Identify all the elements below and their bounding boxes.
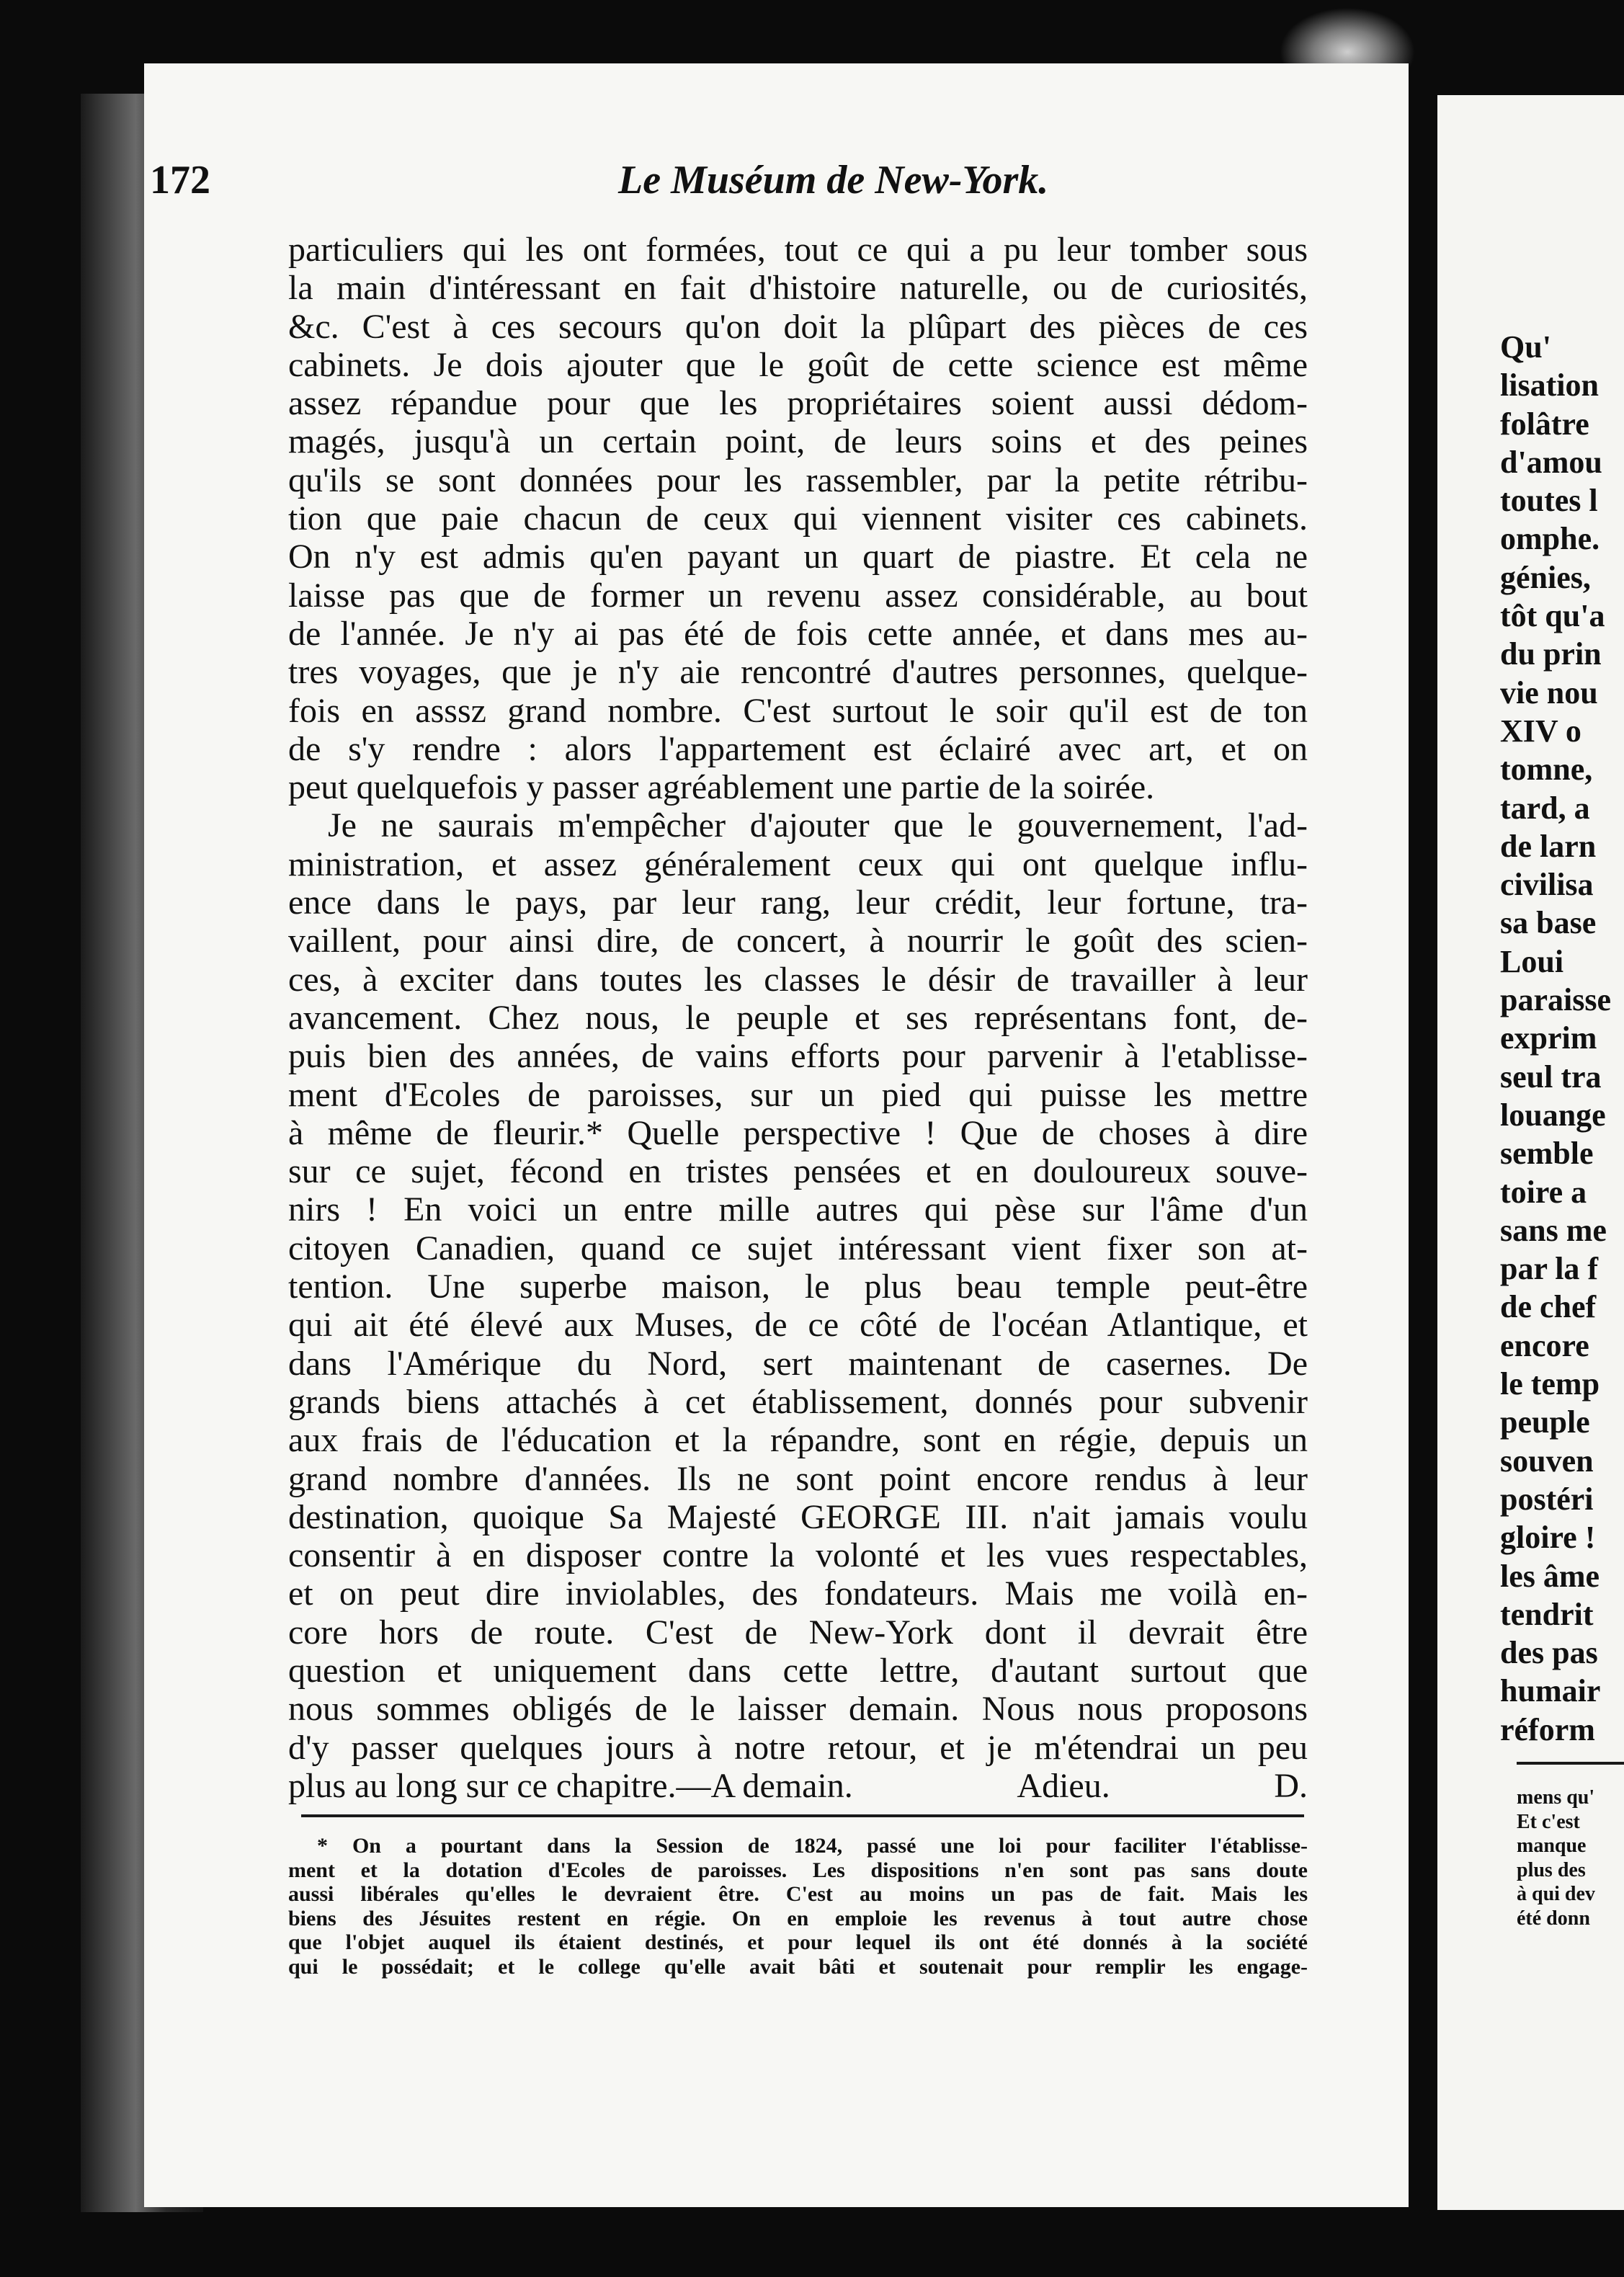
right-text-line: encore [1500,1327,1589,1363]
text-line: grand nombre d'années. Ils ne sont point encore rendus à leur [288,1459,1308,1498]
text-line: ence dans le pays, par leur rang, leur crédit, leur fortune, tra- [288,883,1308,922]
text-line: magés, jusqu'à un certain point, de leurs soins et des peines [288,422,1308,461]
right-footnote-rule [1517,1762,1624,1765]
right-text-line: humair [1500,1673,1601,1709]
text-line: grands biens attachés à cet établissement, donnés pour subvenir [288,1382,1308,1421]
right-footnote-line: été donn [1517,1907,1590,1930]
footnote-line: que l'objet auquel ils étaient destinés, et pour lequel ils ont été donnés à la société [288,1930,1308,1954]
right-text-line: tomne, [1500,752,1593,788]
right-text-line: semble [1500,1136,1594,1172]
right-text-line: tôt qu'a [1500,598,1605,634]
text-line: la main d'intéressant en fait d'histoire naturelle, ou de curiosités, [288,269,1308,308]
right-text-line: du prin [1500,636,1602,672]
right-text-line: folâtre [1500,406,1589,442]
text-line: aux frais de l'éducation et la répandre, sont en régie, depuis un [288,1421,1308,1460]
text-line: fois en asssz grand nombre. C'est surtout le soir qu'il est de ton [288,691,1308,730]
closing-text: plus au long sur ce chapitre.—A demain. [288,1766,853,1805]
closing-line [288,1767,1308,1805]
right-footnote-line: à qui dev [1517,1883,1595,1905]
text-line: laisse pas que de former un revenu assez considérable, au bout [288,576,1308,615]
right-text-line: génies, [1500,559,1591,595]
footnotes [288,1834,1308,1979]
text-line: ministration, et assez généralement ceux qui ont quelque influ- [288,845,1308,883]
page-number: 172 [150,158,210,202]
text-line: assez répandue pour que les propriétaires soient aussi dédom- [288,384,1308,423]
right-text-line: tendrit [1500,1596,1594,1632]
text-line: peut quelquefois y passer agréablement une partie de la soirée. [288,768,1155,807]
right-text-line: d'amou [1500,444,1602,480]
text-line: destination, quoique Sa Majesté GEORGE III. n'ait jamais voulu [288,1497,1308,1536]
text-line: avancement. Chez nous, le peuple et ses représentans font, de- [288,998,1308,1037]
right-text-line: souven [1500,1443,1594,1479]
right-text-line: postéri [1500,1481,1594,1517]
text-line: On n'y est admis qu'en payant un quart de piastre. Et cela ne [288,538,1308,576]
page-header [150,157,1303,215]
right-text-line: louange [1500,1097,1606,1133]
right-text-line: sans me [1500,1212,1607,1248]
signature: D. [1274,1766,1308,1805]
right-text-line: de chef [1500,1289,1597,1325]
right-text-line: sa base [1500,905,1597,941]
text-line: tres voyages, que je n'y aie rencontré d'autres personnes, quelque- [288,653,1308,692]
text-line: qu'ils se sont données pour les rassembler, par la petite rétribu- [288,460,1308,499]
footnote-line: * On a pourtant dans la Session de 1824, passé une loi pour faciliter l'établisse- [317,1834,1308,1858]
footnote-line: qui le possédait; et le college qu'elle avait bâti et soutenait pour remplir les engage- [288,1954,1308,1979]
text-line: d'y passer quelques jours à notre retour, et je m'étendrai un peu [288,1728,1308,1767]
text-line: vaillent, pour ainsi dire, de concert, à nourrir le goût des scien- [288,922,1308,961]
right-text-line: Qu' [1500,329,1551,365]
text-line: core hors de route. C'est de New-York dont il devrait être [288,1613,1308,1652]
right-text-line: tard, a [1500,790,1590,826]
text-line: consentir à en disposer contre la volonté et les vues respectables, [288,1536,1308,1575]
text-line: ment d'Ecoles de paroisses, sur un pied qui puisse les mettre [288,1075,1308,1114]
right-text-line: des pas [1500,1635,1598,1671]
text-line: citoyen Canadien, quand ce sujet intéressant vient fixer son at- [288,1229,1308,1267]
right-footnote-line: manque [1517,1835,1587,1857]
right-text-line: peuple [1500,1404,1590,1440]
right-text-line: toire a [1500,1174,1587,1210]
text-line: puis bien des années, de vains efforts pour parvenir à l'etablisse- [288,1037,1308,1076]
right-text-line: vie nou [1500,674,1598,710]
text-line: sur ce sujet, fécond en tristes pensées et en douloureux souve- [288,1152,1308,1191]
footnote-line: aussi libérales qu'elles le devraient être. C'est au moins un pas de fait. Mais les [288,1882,1308,1906]
right-page-footnotes [1517,1786,1624,1930]
right-footnote-line: Et c'est [1517,1810,1580,1833]
closing-adieu: Adieu. [1017,1766,1110,1805]
right-text-line: XIV o [1500,713,1581,749]
footnote-rule [301,1814,1304,1817]
right-text-line: paraisse [1500,982,1611,1018]
right-text-line: seul tra [1500,1059,1602,1095]
text-line: qui ait été élevé aux Muses, de ce côté de l'océan Atlantique, et [288,1306,1308,1345]
text-line: dans l'Amérique du Nord, sert maintenant de casernes. De [288,1344,1308,1383]
text-line: &c. C'est à ces secours qu'on doit la plûpart des pièces de ces [288,307,1308,346]
right-page-text [1500,328,1624,1749]
text-line: de l'année. Je n'y ai pas été de fois cette année, et dans mes au- [288,614,1308,653]
right-text-line: omphe. [1500,521,1600,557]
body-text [288,231,1308,1805]
right-text-line: gloire ! [1500,1520,1596,1556]
right-text-line: exprim [1500,1020,1597,1056]
text-line: question et uniquement dans cette lettre, d'autant surtout que [288,1651,1308,1690]
text-line: ces, à exciter dans toutes les classes le désir de travailler à leur [288,960,1308,999]
text-line: à même de fleurir.* Quelle perspective ! Que de choses à dire [288,1113,1308,1152]
running-head: Le Muséum de New-York. [618,158,1049,202]
right-text-line: toutes l [1500,483,1598,519]
footnote-line: ment et la dotation d'Ecoles de paroisses. Les dispositions n'en sont pas sans doute [288,1858,1308,1882]
text-line: tion que paie chacun de ceux qui viennent visiter ces cabinets. [288,499,1308,538]
text-line: de s'y rendre : alors l'appartement est éclairé avec art, et on [288,729,1308,768]
right-text-line: réform [1500,1711,1595,1747]
right-text-line: civilisa [1500,867,1594,903]
right-text-line: le temp [1500,1366,1600,1402]
right-text-line: les âme [1500,1558,1600,1594]
text-line: nirs ! En voici un entre mille autres qui pèse sur l'âme d'un [288,1190,1308,1229]
text-line: Je ne saurais m'empêcher d'ajouter que le gouvernement, l'ad- [328,806,1308,845]
right-text-line: lisation [1500,367,1599,404]
text-line: cabinets. Je dois ajouter que le goût de cette science est même [288,345,1308,384]
text-line: nous sommes obligés de le laisser demain. Nous nous proposons [288,1690,1308,1729]
text-line: particuliers qui les ont formées, tout ce qui a pu leur tomber sous [288,231,1308,269]
right-text-line: de larn [1500,828,1597,864]
right-text-line: Loui [1500,943,1564,979]
right-footnote-line: plus des [1517,1858,1586,1881]
right-footnote-line: mens qu' [1517,1786,1595,1809]
right-text-line: par la f [1500,1251,1599,1287]
text-line: et on peut dire inviolables, des fondateurs. Mais me voilà en- [288,1574,1308,1613]
footnote-line: biens des Jésuites restent en régie. On en emploie les revenus à tout autre chose [288,1906,1308,1930]
text-line: tention. Une superbe maison, le plus beau temple peut-être [288,1267,1308,1306]
